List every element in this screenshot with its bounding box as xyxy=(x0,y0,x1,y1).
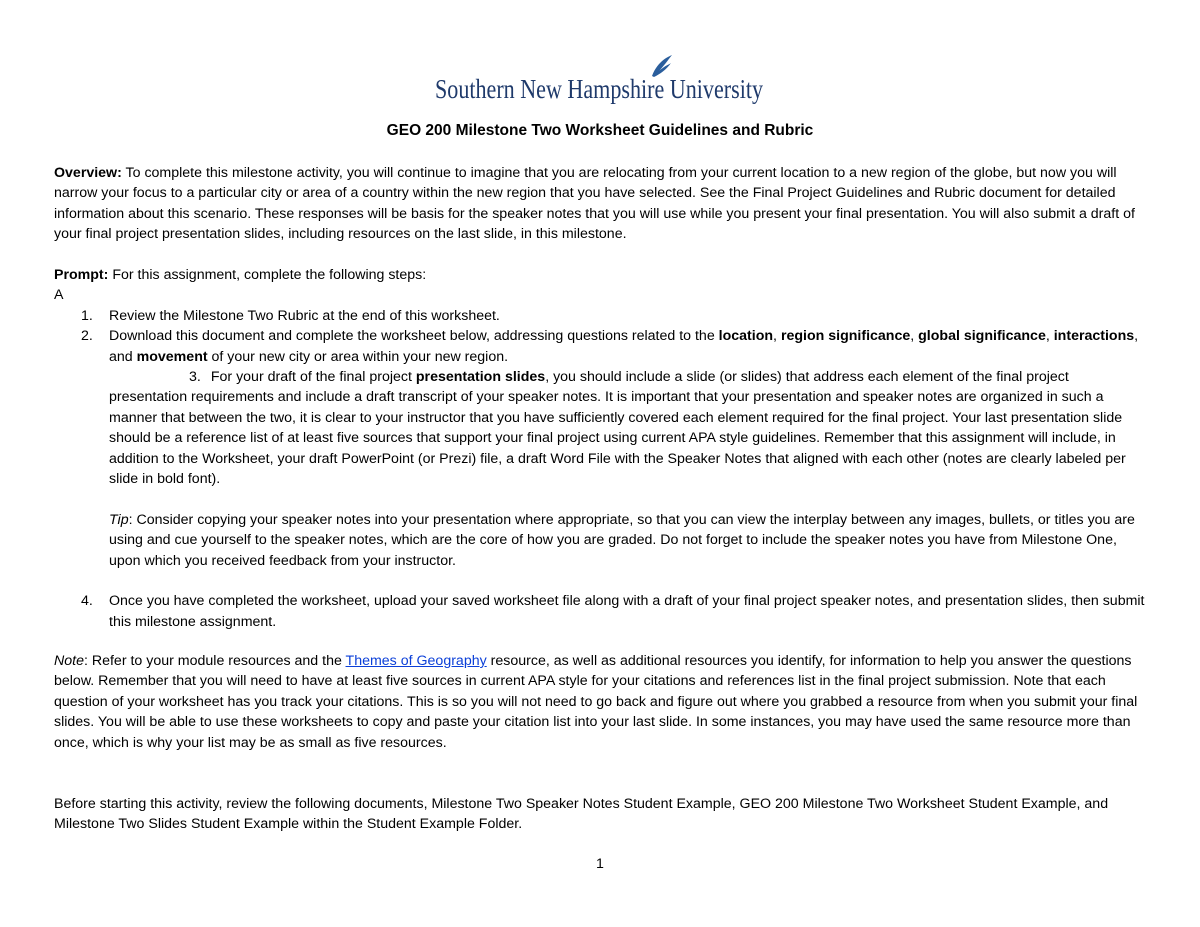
tip-paragraph xyxy=(109,510,1146,571)
step-number: 4. xyxy=(81,593,93,610)
overview-section xyxy=(54,163,1146,245)
step-3 xyxy=(54,367,1146,571)
tip-text: : Consider copying your speaker notes into your presentation where appropriate, so that you can view the interplay between any images, bullets, or titles you are using and cue yourself to the speaker notes, which are the core of how you are graded. Do not forget to include the speaker notes you have from Milestone One, upon which you received feedback from your instructor. xyxy=(109,511,1135,569)
overview-label: Overview: xyxy=(54,165,122,181)
tip-label: Tip xyxy=(109,511,129,528)
note-label: Note xyxy=(54,653,84,669)
step-text: of your new city or area within your new region. xyxy=(207,348,509,365)
prompt-label: Prompt: xyxy=(54,267,109,283)
step-text: , xyxy=(773,328,781,345)
step-text: Once you have completed the worksheet, upload your saved worksheet file along with a draft of your final project speaker notes, and presentation slides, then submit this milestone assignment. xyxy=(109,593,1145,630)
keyword-region-significance: region significance xyxy=(780,328,911,345)
step-number: 2. xyxy=(81,328,93,345)
page-title: GEO 200 Milestone Two Worksheet Guidelines and Rubric xyxy=(386,122,814,139)
step-number: 3. xyxy=(189,369,201,386)
keyword-presentation-slides: presentation slides xyxy=(415,369,546,386)
overview-text: To complete this milestone activity, you will continue to imagine that you are relocating from your current location to a new region of the globe, but now you will narrow your focus to a particular city or area of a country within the new region that you have selected. See the Final Project Guidelines and Rubric document for detailed information about this scenario. These responses will be basis for the speaker notes that you will use while you present your final presentation. You will also submit a draft of your final project presentation slides, including resources on the last slide, in this milestone. xyxy=(54,165,1135,243)
step-1 xyxy=(54,306,1146,326)
step-text: Download this document and complete the worksheet below, addressing questions related to the xyxy=(109,328,719,345)
step-number: 1. xyxy=(81,307,93,324)
logo-wordmark: Southern New Hampshire University xyxy=(435,73,764,104)
note-text: resource, as well as additional resources you identify, for information to help you answer the questions below. Remember that you will need to have at least five sources in current APA style for your citations and references list in the final project submission. Note that each question of your worksheet has you track your citations. This is so you will not need to go back and figure out where you grabbed a resource from when you submit your final slides. You will be able to use these worksheets to copy and paste your citation list into your last slide. In some instances, you may have used the same resource more than once, which is why your list may be as small as five resources. xyxy=(54,653,1138,751)
keyword-location: location xyxy=(718,328,774,345)
prompt-section xyxy=(54,265,1146,632)
stray-letter: A xyxy=(54,287,64,304)
step-text: , and xyxy=(109,328,1139,365)
step-text: , you should include a slide (or slides) that address each element of the final project presentation requirements and include a draft transcript of your speaker notes. It is important that your presentation and speaker notes are organized in such a manner that between the two, it is clear to your instructor that you have sufficiently covered each element required for the final project. Your last presentation slide should be a reference list of at least five sources that support your final project using current APA style guidelines. Remember that this assignment will include, in addition to the Worksheet, your draft PowerPoint (or Prezi) file, a draft Word File with the Speaker Notes that aligned with each other (notes are clearly labeled per slide in bold font). xyxy=(109,369,1126,488)
step-4 xyxy=(54,591,1146,632)
step-text: , xyxy=(1045,328,1054,345)
page-number: 1 xyxy=(596,856,604,872)
step-2 xyxy=(54,326,1146,367)
step-text: Review the Milestone Two Rubric at the end of this worksheet. xyxy=(109,307,500,324)
step-text: For your draft of the final project xyxy=(210,369,416,386)
before-text: Before starting this activity, review the following documents, Milestone Two Speaker Notes Student Example, GEO 200 Milestone Two Worksheet Student Example, and Milestone Two Slides Student Example within the Student Example Folder. xyxy=(54,796,1109,833)
keyword-global-significance: global significance xyxy=(918,328,1046,345)
keyword-interactions: interactions xyxy=(1053,328,1135,345)
university-logo xyxy=(434,54,774,106)
logo-graphic xyxy=(434,54,774,106)
note-text: : Refer to your module resources and the xyxy=(83,653,346,669)
themes-of-geography-link[interactable]: Themes of Geography xyxy=(345,653,487,669)
before-section xyxy=(54,794,1146,835)
keyword-movement: movement xyxy=(136,348,208,365)
steps-list xyxy=(54,306,1146,632)
step-text: , xyxy=(910,328,919,345)
note-section xyxy=(54,651,1146,753)
prompt-text: For this assignment, complete the following steps: xyxy=(108,267,427,283)
